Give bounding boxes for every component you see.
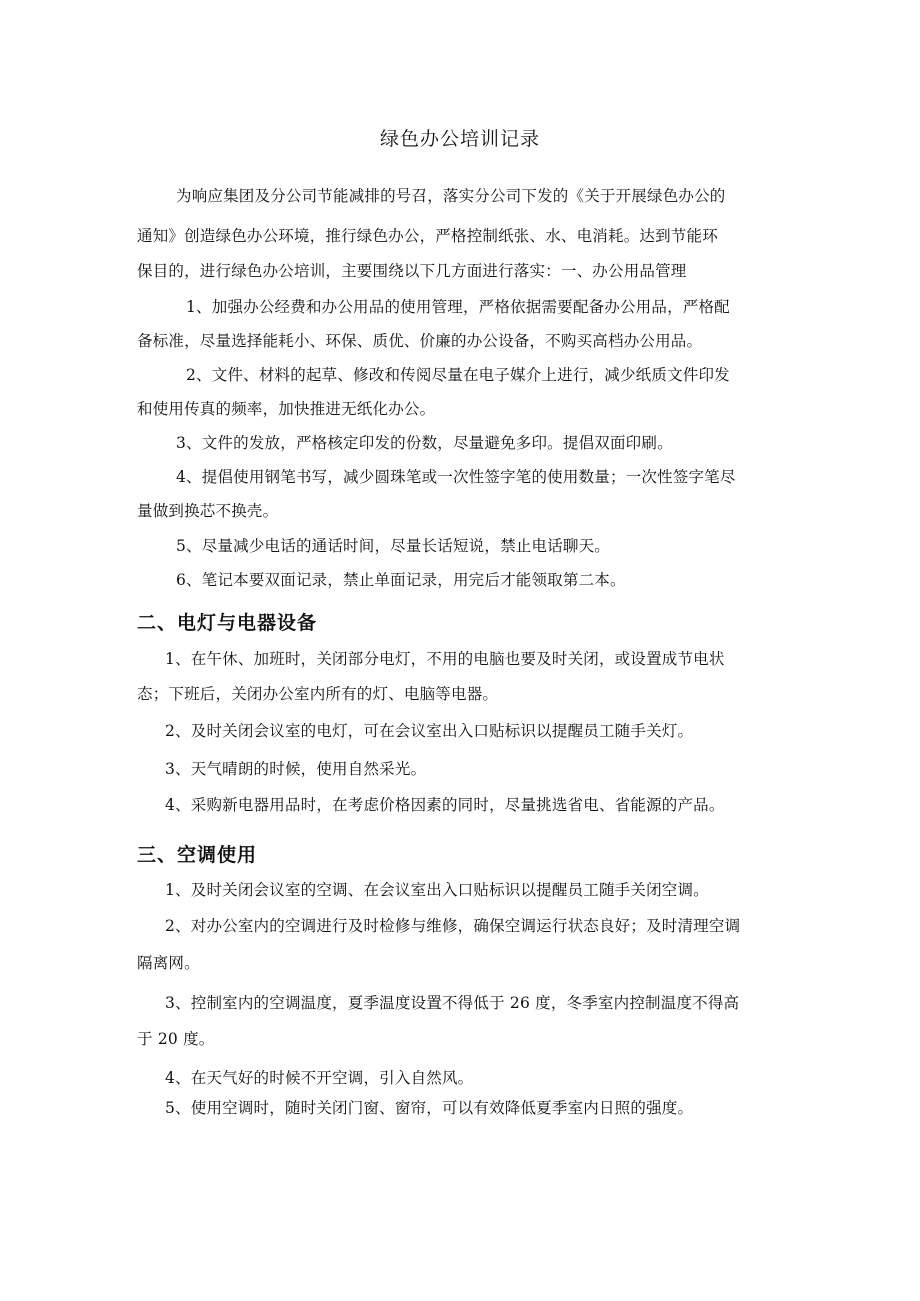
list-item: 3、天气晴朗的时候，使用自然采光。 — [165, 760, 427, 778]
list-item: 5、尽量减少电话的通话时间，尽量长话短说，禁止电话聊天。 — [176, 537, 610, 555]
intro-line: 通知》创造绿色办公环境，推行绿色办公，严格控制纸张、水、电消耗。达到节能环 — [137, 227, 718, 245]
list-item: 3、控制室内的空调温度，夏季温度设置不得低于 26 度，冬季室内控制温度不得高 — [165, 994, 740, 1012]
list-item: 6、笔记本要双面记录，禁止单面记录，用完后才能领取第二本。 — [176, 571, 626, 589]
list-item: 2、及时关闭会议室的电灯，可在会议室出入口贴标识以提醒员工随手关灯。 — [165, 722, 694, 740]
page-title: 绿色办公培训记录 — [379, 128, 540, 150]
list-item: 隔离网。 — [137, 954, 200, 972]
list-item: 3、文件的发放，严格核定印发的份数，尽量避免多印。提倡双面印刷。 — [176, 434, 673, 452]
list-item: 5、使用空调时，随时关闭门窗、窗帘，可以有效降低夏季室内日照的强度。 — [165, 1099, 694, 1117]
list-item: 4、提倡使用钢笔书写，减少圆珠笔或一次性签字笔的使用数量；一次性签字笔尽 — [176, 468, 736, 486]
section-heading: 二、电灯与电器设备 — [137, 612, 318, 634]
list-item: 1、及时关闭会议室的空调、在会议室出入口贴标识以提醒员工随手关闭空调。 — [165, 881, 709, 899]
list-item: 4、在天气好的时候不开空调，引入自然风。 — [165, 1069, 474, 1087]
list-item: 2、文件、材料的起草、修改和传阅尽量在电子媒介上进行，减少纸质文件印发 — [186, 366, 730, 384]
list-item: 1、加强办公经费和办公用品的使用管理，严格依据需要配备办公用品，严格配 — [186, 298, 730, 316]
list-item: 于 20 度。 — [137, 1030, 215, 1048]
list-item: 备标准，尽量选择能耗小、环保、质优、价廉的办公设备，不购买高档办公用品。 — [137, 332, 703, 350]
section-heading: 三、空调使用 — [137, 844, 258, 866]
intro-line: 保目的，进行绿色办公培训，主要围绕以下几方面进行落实：一、办公用品管理 — [137, 262, 687, 280]
list-item: 量做到换芯不换壳。 — [137, 502, 279, 520]
list-item: 和使用传真的频率，加快推进无纸化办公。 — [137, 400, 436, 418]
list-item: 1、在午休、加班时，关闭部分电灯，不用的电脑也要及时关闭，或设置成节电状 — [165, 650, 725, 668]
intro-line: 为响应集团及分公司节能减排的号召，落实分公司下发的《关于开展绿色办公的 — [176, 187, 726, 205]
list-item: 4、采购新电器用品时，在考虑价格因素的同时，尽量挑选省电、省能源的产品。 — [165, 796, 725, 814]
list-item: 2、对办公室内的空调进行及时检修与维修，确保空调运行状态良好；及时清理空调 — [165, 917, 741, 935]
list-item: 态；下班后，关闭办公室内所有的灯、电脑等电器。 — [137, 685, 499, 703]
